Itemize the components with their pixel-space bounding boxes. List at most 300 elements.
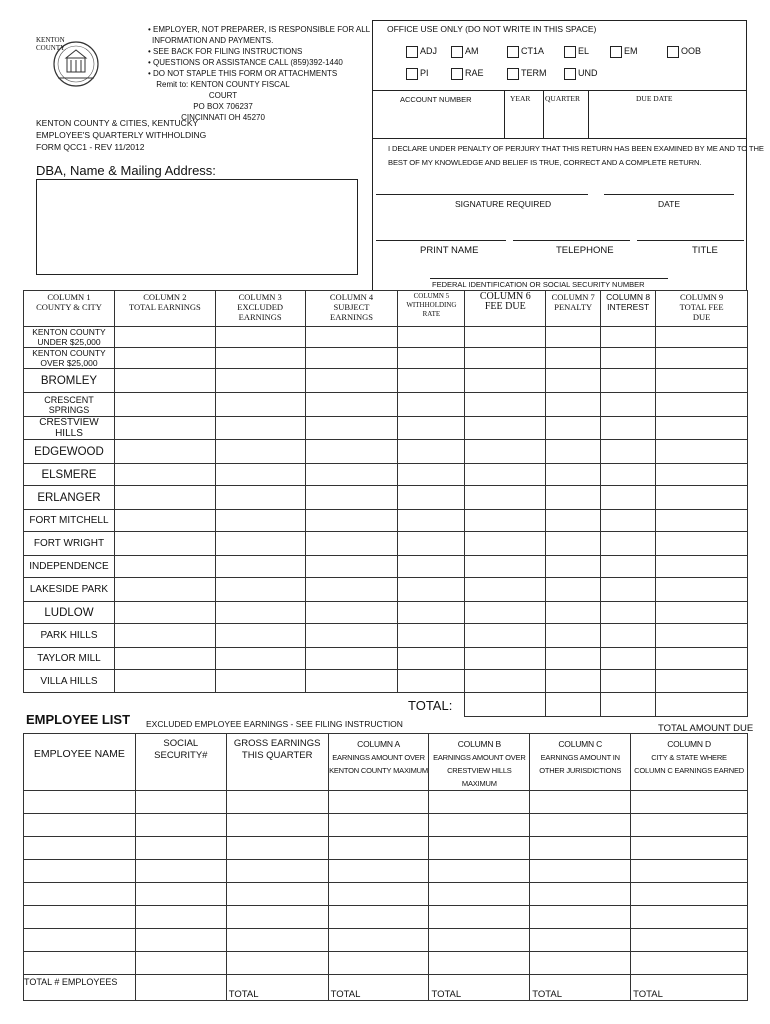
city-name <box>24 327 115 348</box>
amount-cell[interactable] <box>601 532 656 556</box>
column-header <box>601 291 656 327</box>
checkbox-rae[interactable] <box>451 68 463 80</box>
table-row <box>24 393 748 417</box>
amount-cell[interactable] <box>114 417 215 440</box>
amount-cell[interactable] <box>601 602 656 624</box>
checkbox-ct1a[interactable] <box>507 46 519 58</box>
kenton-county-seal <box>36 34 100 92</box>
amount-cell[interactable] <box>215 348 305 369</box>
amount-cell[interactable] <box>114 532 215 556</box>
employee-cell[interactable] <box>328 814 429 837</box>
checkbox-el[interactable] <box>564 46 576 58</box>
amount-cell[interactable] <box>465 417 546 440</box>
total-row <box>24 693 748 717</box>
amount-cell[interactable] <box>546 464 601 486</box>
amount-cell[interactable] <box>398 440 465 464</box>
employee-header-line: COLUMN C <box>558 739 603 749</box>
employee-cell[interactable] <box>226 814 328 837</box>
employee-column-header <box>226 734 328 791</box>
column-header-line: TOTAL EARNINGS <box>128 302 201 312</box>
total-cell[interactable] <box>465 693 546 717</box>
employee-cell[interactable] <box>24 791 136 814</box>
amount-cell[interactable] <box>215 327 305 348</box>
amount-cell[interactable] <box>656 510 748 532</box>
amount-cell[interactable] <box>656 532 748 556</box>
amount-cell[interactable] <box>114 602 215 624</box>
table-row <box>24 532 748 556</box>
amount-cell[interactable] <box>215 556 305 578</box>
employee-cell[interactable] <box>226 791 328 814</box>
employee-cell[interactable] <box>328 883 429 906</box>
amount-cell[interactable] <box>215 486 305 510</box>
total-amount-due-label: TOTAL AMOUNT DUE <box>658 723 754 734</box>
amount-cell[interactable] <box>114 393 215 417</box>
amount-cell[interactable] <box>656 578 748 602</box>
amount-cell[interactable] <box>398 348 465 369</box>
remit-line: Remit to: KENTON COUNTY FISCAL COURT <box>156 80 290 100</box>
table-row <box>24 578 748 602</box>
employee-header-line: COLUMN C EARNINGS EARNED <box>634 766 744 775</box>
amount-cell[interactable] <box>398 670 465 693</box>
employee-header-line: EMPLOYEE NAME <box>33 748 125 760</box>
city-name <box>24 670 115 693</box>
amount-cell[interactable] <box>215 648 305 670</box>
employee-header-line: CRESTVIEW HILLS MAXIMUM <box>447 766 512 788</box>
column-header-line: RATE <box>422 310 441 318</box>
amount-cell[interactable] <box>546 393 601 417</box>
employee-cell[interactable] <box>135 837 226 860</box>
amount-cell[interactable] <box>601 369 656 393</box>
amount-cell[interactable] <box>546 440 601 464</box>
city-name-line: KENTON COUNTY <box>32 327 106 337</box>
amount-cell[interactable] <box>398 648 465 670</box>
employee-cell[interactable] <box>24 952 136 975</box>
employee-total-blank <box>135 975 226 1001</box>
column-total-cell[interactable] <box>328 975 429 1001</box>
employee-row <box>24 883 748 906</box>
city-name-line: TAYLOR MILL <box>37 653 101 664</box>
amount-cell[interactable] <box>305 417 398 440</box>
employee-cell[interactable] <box>226 906 328 929</box>
table-row <box>24 327 748 348</box>
column-header-line: EXCLUDED <box>237 302 284 312</box>
amount-cell[interactable] <box>114 556 215 578</box>
amount-cell[interactable] <box>398 417 465 440</box>
amount-cell[interactable] <box>656 556 748 578</box>
amount-cell[interactable] <box>114 578 215 602</box>
column-total-cell[interactable] <box>530 975 631 1001</box>
amount-cell[interactable] <box>601 670 656 693</box>
print-name-label: PRINT NAME <box>420 245 479 256</box>
amount-cell[interactable] <box>215 510 305 532</box>
dba-label: DBA, Name & Mailing Address: <box>36 163 216 178</box>
amount-cell[interactable] <box>656 486 748 510</box>
amount-cell[interactable] <box>114 327 215 348</box>
city-name <box>24 348 115 369</box>
amount-cell[interactable] <box>465 532 546 556</box>
column-header <box>305 291 398 327</box>
city-name-line: FORT MITCHELL <box>29 515 109 526</box>
employee-cell[interactable] <box>429 906 530 929</box>
employee-column-header <box>530 734 631 791</box>
employee-cell[interactable] <box>328 791 429 814</box>
column-header-line: PENALTY <box>554 302 593 312</box>
checkbox-term[interactable] <box>507 68 519 80</box>
spacer <box>305 693 398 717</box>
employee-cell[interactable] <box>135 906 226 929</box>
employee-cell[interactable] <box>328 837 429 860</box>
amount-cell[interactable] <box>305 486 398 510</box>
employee-header-line: EARNINGS AMOUNT OVER <box>332 753 425 762</box>
employee-cell[interactable] <box>631 952 748 975</box>
amount-cell[interactable] <box>656 393 748 417</box>
column-header-line: COUNTY & CITY <box>36 302 102 312</box>
employee-row <box>24 952 748 975</box>
amount-cell[interactable] <box>114 670 215 693</box>
amount-cell[interactable] <box>465 578 546 602</box>
column-header-line: TOTAL FEE <box>679 302 724 312</box>
amount-cell[interactable] <box>305 670 398 693</box>
amount-cell[interactable] <box>546 369 601 393</box>
declaration-text <box>388 142 764 170</box>
fein-label: FEDERAL IDENTIFICATION OR SOCIAL SECURITY NUMBER <box>432 280 645 289</box>
column-total-cell[interactable] <box>226 975 328 1001</box>
city-name <box>24 510 115 532</box>
amount-cell[interactable] <box>546 556 601 578</box>
column-header-line: EARNINGS <box>330 312 373 322</box>
employee-header-line: COLUMN A <box>357 739 400 749</box>
employee-cell[interactable] <box>135 791 226 814</box>
amount-cell[interactable] <box>114 440 215 464</box>
checkbox-label: ADJ <box>420 46 438 56</box>
amount-cell[interactable] <box>215 532 305 556</box>
column-header-line: DUE <box>692 312 711 322</box>
amount-cell[interactable] <box>305 648 398 670</box>
employee-cell[interactable] <box>631 791 748 814</box>
city-name-line: LAKESIDE PARK <box>29 584 109 595</box>
employee-header-line: CITY & STATE WHERE <box>651 753 727 762</box>
column-total-cell[interactable] <box>631 975 748 1001</box>
amount-cell[interactable] <box>546 624 601 648</box>
amount-cell[interactable] <box>215 464 305 486</box>
checkbox-pi[interactable] <box>406 68 418 80</box>
title-label: TITLE <box>692 245 718 256</box>
column-header-line: EARNINGS <box>238 312 282 322</box>
amount-cell[interactable] <box>656 348 748 369</box>
checkbox-am[interactable] <box>451 46 463 58</box>
declaration-line: BEST OF MY KNOWLEDGE AND BELIEF IS TRUE, CORRECT AND A COMPLETE RETURN. <box>388 158 702 167</box>
employee-cell[interactable] <box>530 814 631 837</box>
amount-cell[interactable] <box>601 648 656 670</box>
employee-cell[interactable] <box>631 906 748 929</box>
amount-cell[interactable] <box>465 648 546 670</box>
amount-cell[interactable] <box>215 417 305 440</box>
amount-cell[interactable] <box>114 648 215 670</box>
total-label: TOTAL: <box>408 698 453 713</box>
amount-cell[interactable] <box>465 556 546 578</box>
employee-row <box>24 791 748 814</box>
employee-cell[interactable] <box>530 883 631 906</box>
employee-cell[interactable] <box>226 929 328 952</box>
form-title-line: KENTON COUNTY & CITIES, KENTUCKY <box>36 118 199 128</box>
column-header-line: SUBJECT <box>333 302 370 312</box>
amount-cell[interactable] <box>601 486 656 510</box>
amount-cell[interactable] <box>114 348 215 369</box>
amount-cell[interactable] <box>398 556 465 578</box>
employee-cell[interactable] <box>226 860 328 883</box>
city-name-line: LUDLOW <box>44 606 94 619</box>
employee-cell[interactable] <box>631 929 748 952</box>
amount-cell[interactable] <box>656 417 748 440</box>
city-name-line: CRESTVIEW HILLS <box>39 417 99 439</box>
column-header <box>215 291 305 327</box>
employee-cell[interactable] <box>631 837 748 860</box>
amount-cell[interactable] <box>601 578 656 602</box>
amount-cell[interactable] <box>601 417 656 440</box>
amount-cell[interactable] <box>465 510 546 532</box>
amount-cell[interactable] <box>465 486 546 510</box>
amount-cell[interactable] <box>398 624 465 648</box>
column-header <box>465 291 546 327</box>
amount-cell[interactable] <box>305 369 398 393</box>
city-name <box>24 486 115 510</box>
column-header-line: COLUMN 5 <box>413 292 450 300</box>
checkbox-label: TERM <box>521 68 547 78</box>
employee-cell[interactable] <box>135 860 226 883</box>
amount-cell[interactable] <box>656 369 748 393</box>
amount-cell[interactable] <box>305 393 398 417</box>
amount-cell[interactable] <box>601 510 656 532</box>
amount-cell[interactable] <box>215 670 305 693</box>
amount-cell[interactable] <box>546 532 601 556</box>
table-row <box>24 602 748 624</box>
amount-cell[interactable] <box>215 578 305 602</box>
year-label: YEAR <box>510 94 531 103</box>
amount-cell[interactable] <box>398 393 465 417</box>
amount-cell[interactable] <box>546 327 601 348</box>
amount-cell[interactable] <box>398 602 465 624</box>
telephone-label: TELEPHONE <box>556 245 614 256</box>
employee-header-line: COLUMN B <box>457 739 501 749</box>
amount-cell[interactable] <box>215 602 305 624</box>
amount-cell[interactable] <box>601 327 656 348</box>
amount-cell[interactable] <box>215 440 305 464</box>
signature-label: SIGNATURE REQUIRED <box>455 199 552 209</box>
employee-cell[interactable] <box>530 906 631 929</box>
employee-cell[interactable] <box>135 883 226 906</box>
amount-cell[interactable] <box>305 532 398 556</box>
employee-cell[interactable] <box>429 814 530 837</box>
instruction-line: • SEE BACK FOR FILING INSTRUCTIONS <box>148 47 303 56</box>
employee-cell[interactable] <box>328 906 429 929</box>
employee-cell[interactable] <box>24 837 136 860</box>
amount-cell[interactable] <box>305 464 398 486</box>
employee-cell[interactable] <box>24 883 136 906</box>
amount-cell[interactable] <box>601 348 656 369</box>
checkbox-label: EM <box>624 46 638 56</box>
amount-cell[interactable] <box>546 510 601 532</box>
instruction-line: • DO NOT STAPLE THIS FORM OR ATTACHMENTS <box>148 69 338 78</box>
amount-cell[interactable] <box>656 670 748 693</box>
employee-row <box>24 860 748 883</box>
declaration-line: I DECLARE UNDER PENALTY OF PERJURY THAT THIS RETURN HAS BEEN EXAMINED BY ME AND TO THE <box>388 144 764 153</box>
table-row <box>24 486 748 510</box>
employee-cell[interactable] <box>24 906 136 929</box>
employee-cell[interactable] <box>530 837 631 860</box>
amount-cell[interactable] <box>601 440 656 464</box>
amount-cell[interactable] <box>114 369 215 393</box>
employee-cell[interactable] <box>226 952 328 975</box>
employee-row <box>24 906 748 929</box>
amount-cell[interactable] <box>305 348 398 369</box>
employee-cell[interactable] <box>24 860 136 883</box>
column-header <box>546 291 601 327</box>
checkbox-adj[interactable] <box>406 46 418 58</box>
amount-cell[interactable] <box>305 556 398 578</box>
logo-text: KENTON COUNTY <box>36 36 66 52</box>
amount-cell[interactable] <box>465 464 546 486</box>
withholding-table <box>23 290 748 717</box>
city-name-line: EDGEWOOD <box>34 445 104 458</box>
amount-cell[interactable] <box>465 670 546 693</box>
employee-cell[interactable] <box>429 883 530 906</box>
checkbox-und[interactable] <box>564 68 576 80</box>
employee-cell[interactable] <box>429 929 530 952</box>
amount-cell[interactable] <box>546 578 601 602</box>
amount-cell[interactable] <box>656 624 748 648</box>
total-cell[interactable] <box>546 693 601 717</box>
amount-cell[interactable] <box>114 486 215 510</box>
checkbox-em[interactable] <box>610 46 622 58</box>
employee-cell[interactable] <box>530 860 631 883</box>
column-total-cell[interactable] <box>429 975 530 1001</box>
employee-column-header <box>24 734 136 791</box>
checkbox-oob[interactable] <box>667 46 679 58</box>
amount-cell[interactable] <box>601 464 656 486</box>
amount-cell[interactable] <box>546 348 601 369</box>
employee-cell[interactable] <box>328 929 429 952</box>
amount-cell[interactable] <box>398 510 465 532</box>
amount-cell[interactable] <box>601 624 656 648</box>
amount-cell[interactable] <box>305 327 398 348</box>
employee-cell[interactable] <box>429 860 530 883</box>
employee-cell[interactable] <box>226 883 328 906</box>
amount-cell[interactable] <box>656 327 748 348</box>
amount-cell[interactable] <box>546 602 601 624</box>
employee-cell[interactable] <box>24 929 136 952</box>
employee-cell[interactable] <box>328 860 429 883</box>
date-label: DATE <box>658 199 681 209</box>
amount-cell[interactable] <box>398 327 465 348</box>
amount-cell[interactable] <box>465 327 546 348</box>
table-row <box>24 417 748 440</box>
amount-cell[interactable] <box>114 464 215 486</box>
employee-header-line: EARNINGS AMOUNT IN <box>540 753 620 762</box>
amount-cell[interactable] <box>305 510 398 532</box>
amount-cell[interactable] <box>305 624 398 648</box>
amount-cell[interactable] <box>656 464 748 486</box>
employee-cell[interactable] <box>631 883 748 906</box>
amount-cell[interactable] <box>656 648 748 670</box>
amount-cell[interactable] <box>215 369 305 393</box>
amount-cell[interactable] <box>465 602 546 624</box>
amount-cell[interactable] <box>465 624 546 648</box>
employee-cell[interactable] <box>631 814 748 837</box>
column-header-line: COLUMN 6 <box>479 291 531 302</box>
checkbox-label: PI <box>420 68 429 78</box>
amount-cell[interactable] <box>546 670 601 693</box>
amount-cell[interactable] <box>215 393 305 417</box>
employee-header-line: OTHER JURISDICTIONS <box>539 766 622 775</box>
city-name <box>24 464 115 486</box>
employee-cell[interactable] <box>429 791 530 814</box>
column-total-label: TOTAL <box>633 989 663 1000</box>
amount-cell[interactable] <box>546 417 601 440</box>
employee-cell[interactable] <box>429 837 530 860</box>
city-name-line: PARK HILLS <box>40 630 98 641</box>
checkbox-label: CT1A <box>521 46 545 56</box>
amount-cell[interactable] <box>215 624 305 648</box>
amount-cell[interactable] <box>465 393 546 417</box>
city-name <box>24 648 115 670</box>
amount-cell[interactable] <box>465 440 546 464</box>
amount-cell[interactable] <box>546 486 601 510</box>
employee-cell[interactable] <box>135 929 226 952</box>
employee-cell[interactable] <box>328 952 429 975</box>
employee-cell[interactable] <box>226 837 328 860</box>
total-employees-cell[interactable] <box>24 975 136 1001</box>
employee-row <box>24 929 748 952</box>
employee-cell[interactable] <box>429 952 530 975</box>
employee-cell[interactable] <box>135 952 226 975</box>
amount-cell[interactable] <box>305 440 398 464</box>
amount-cell[interactable] <box>465 369 546 393</box>
checkbox-label: EL <box>578 46 590 56</box>
employee-list-title: EMPLOYEE LIST <box>26 712 131 727</box>
amount-cell[interactable] <box>601 393 656 417</box>
amount-cell[interactable] <box>305 602 398 624</box>
column-header-line: COLUMN 9 <box>679 292 724 302</box>
amount-cell[interactable] <box>398 532 465 556</box>
amount-cell[interactable] <box>398 464 465 486</box>
employee-total-row <box>24 975 748 1001</box>
amount-cell[interactable] <box>305 578 398 602</box>
total-employees-label: TOTAL # EMPLOYEES <box>24 977 118 987</box>
total-cell[interactable] <box>601 693 656 717</box>
amount-cell[interactable] <box>398 578 465 602</box>
city-name <box>24 369 115 393</box>
employee-cell[interactable] <box>530 929 631 952</box>
amount-cell[interactable] <box>398 486 465 510</box>
dba-address-field[interactable] <box>36 179 358 275</box>
amount-cell[interactable] <box>465 348 546 369</box>
employee-cell[interactable] <box>135 814 226 837</box>
total-cell[interactable] <box>656 693 748 717</box>
amount-cell[interactable] <box>601 556 656 578</box>
amount-cell[interactable] <box>546 648 601 670</box>
amount-cell[interactable] <box>656 602 748 624</box>
table-row <box>24 510 748 532</box>
employee-cell[interactable] <box>24 814 136 837</box>
amount-cell[interactable] <box>398 369 465 393</box>
employee-cell[interactable] <box>631 860 748 883</box>
form-title <box>36 117 206 153</box>
employee-cell[interactable] <box>530 952 631 975</box>
amount-cell[interactable] <box>656 440 748 464</box>
employee-cell[interactable] <box>530 791 631 814</box>
amount-cell[interactable] <box>114 510 215 532</box>
amount-cell[interactable] <box>114 624 215 648</box>
